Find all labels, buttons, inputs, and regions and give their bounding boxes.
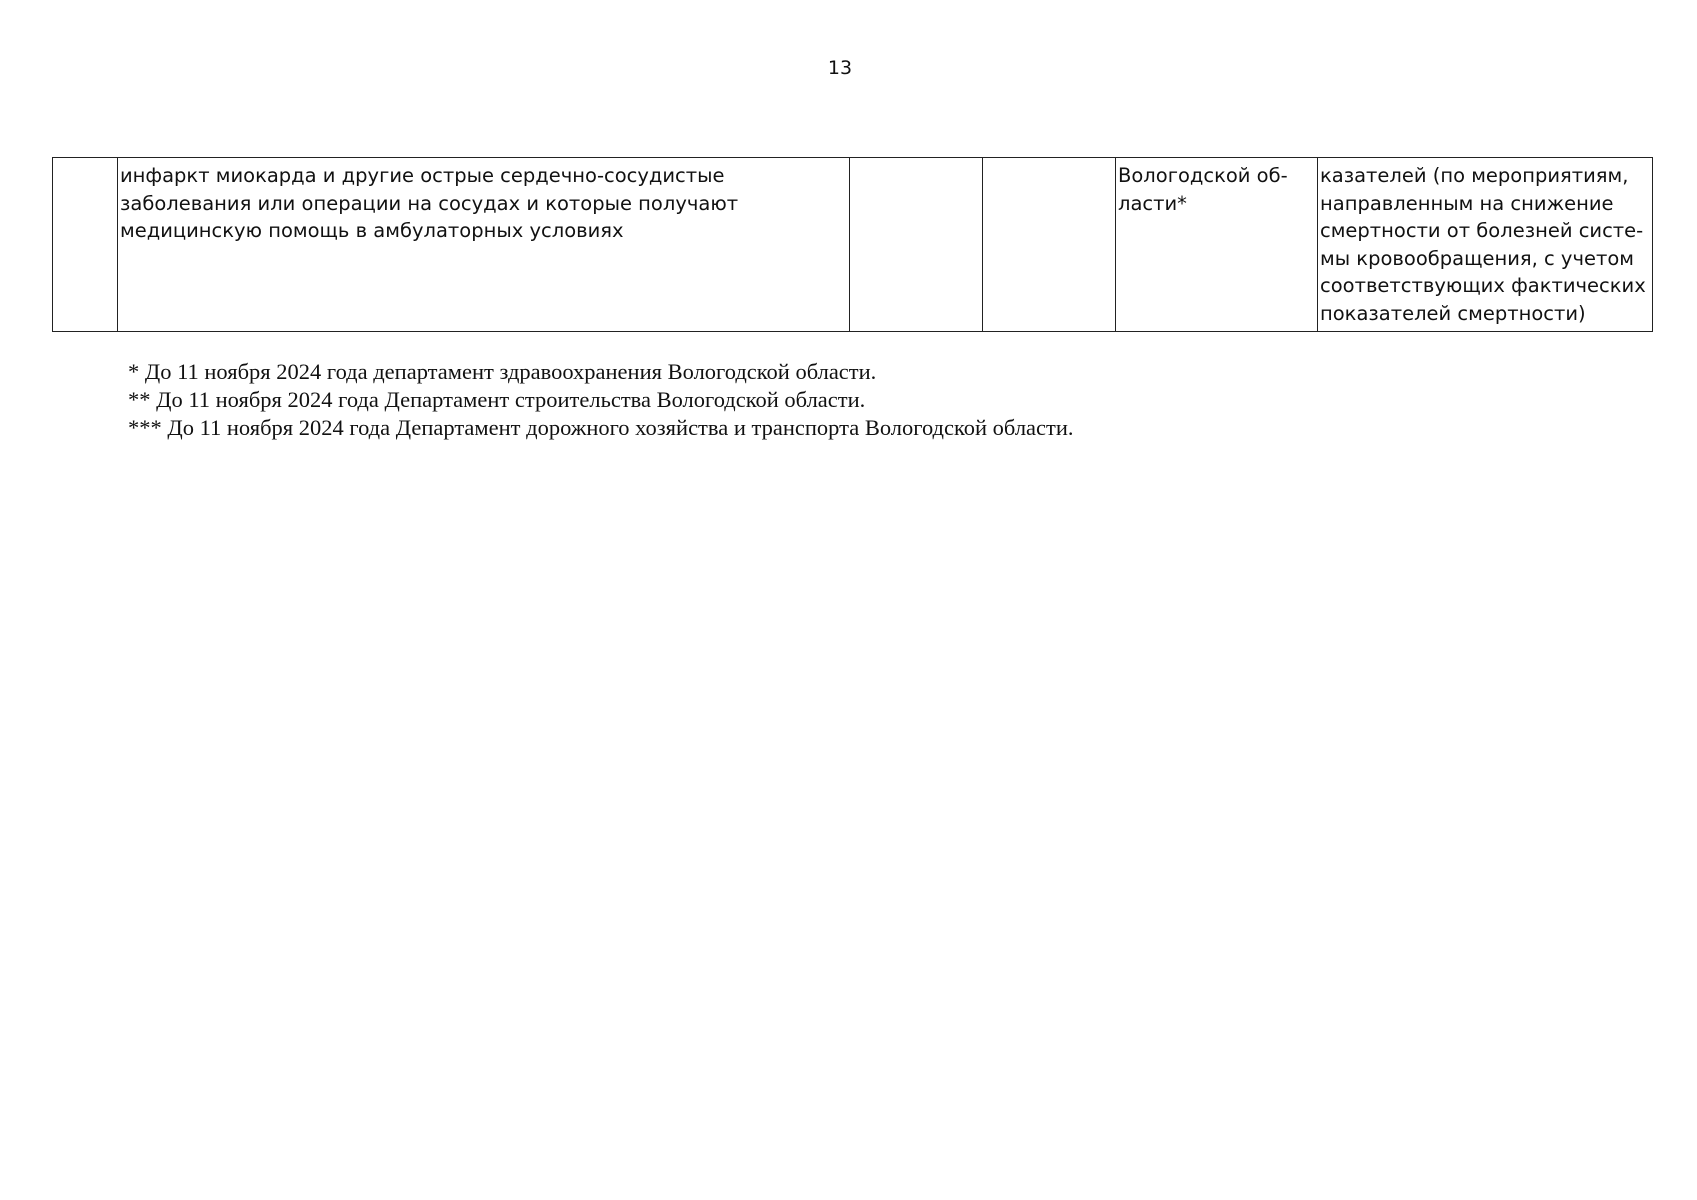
executor-cell: Вологодской об-ласти* [1116,158,1318,332]
footnote-3: *** До 11 ноября 2024 года Департамент дорожного хозяйства и транспорта Вологодской области. [128,415,1074,440]
description-cell: инфаркт миокарда и другие острые сердечно-сосудистые заболевания или операции на сосудах и которые получают медицинскую помощь в амбулаторных условиях [118,158,850,332]
footnote-2: ** До 11 ноября 2024 года Департамент строительства Вологодской области. [128,387,866,412]
footnotes [128,358,1074,442]
measures-table [52,157,1653,332]
row-number-cell [53,158,118,332]
result-cell: казателей (по мероприятиям, направленным на снижение смертности от болезней систе-мы кровообращения, с учетом соответствующих фактических показателей смертности) [1318,158,1653,332]
table-row [53,158,1653,332]
empty-cell-a [850,158,983,332]
page-number: 13 [827,57,853,79]
footnote-1: * До 11 ноября 2024 года департамент здравоохранения Вологодской области. [128,359,877,384]
empty-cell-b [983,158,1116,332]
